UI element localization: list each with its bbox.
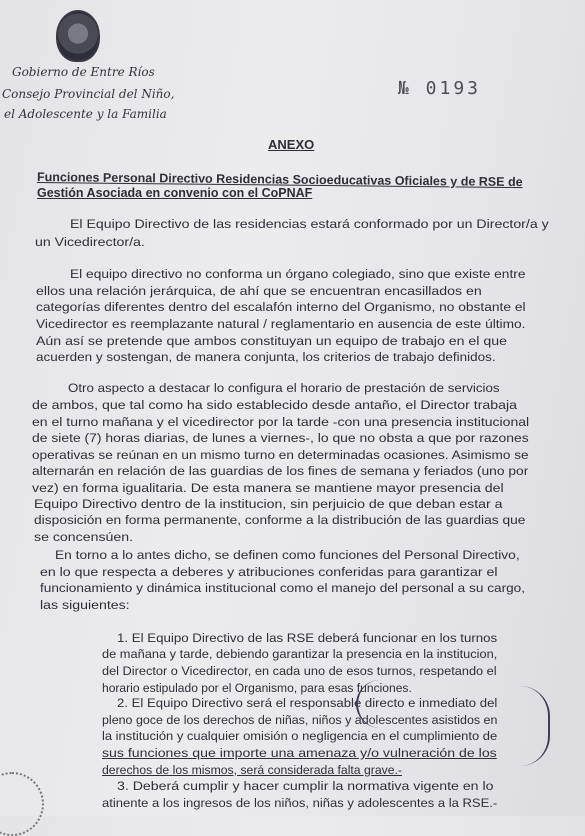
handwritten-bracket <box>520 686 550 766</box>
body-line: derechos de los mismos, será considerada falta grave.- <box>102 763 402 777</box>
body-line: en el turno mañana y el vicedirector por la tarde -con una presencia institucional <box>32 415 530 429</box>
body-line: Aún así se pretende que ambos constituyan un equipo de trabajo en el que <box>36 334 507 348</box>
body-line: del Director o Vicedirector, en cada uno de esos turnos, respetando el <box>102 664 497 678</box>
heading-line-1: Funciones Personal Directivo Residencias Socioeducativas Oficiales y de RSE de <box>36 170 523 190</box>
anexo-title: ANEXO <box>268 137 315 152</box>
body-line: categorías diferentes dentro del escalafón interno del Organismo, no obstante el <box>36 300 526 314</box>
body-line: en lo que respecta a deberes y atribuciones conferidas para garantizar el <box>40 565 498 579</box>
body-line: 1. El Equipo Directivo de las RSE deberá funcionar en los turnos <box>117 631 498 645</box>
body-line: las siguientes: <box>40 598 130 612</box>
body-line: se concensúen. <box>34 530 134 544</box>
body-line: El equipo directivo no conforma un órgano colegiado, sino que existe entre <box>70 267 526 281</box>
gov-line-1: Gobierno de Entre Ríos <box>12 65 155 79</box>
body-line: funcionamiento y dinámica institucional como el manejo del personal a su cargo, <box>40 581 526 595</box>
body-line: vez) en forma igualitaria. De esta manera se mantiene mayor presencia del <box>32 481 504 495</box>
body-line: En torno a lo antes dicho, se definen como funciones del Personal Directivo, <box>55 548 520 562</box>
body-line: Vicedirector es reemplazante natural / reglamentario en ausencia de este último. <box>36 317 526 331</box>
body-line: ellos una relación jerárquica, de ahí que se encuentran encasillados en <box>36 284 482 298</box>
stamp-corner <box>0 772 44 836</box>
body-line: 2. El Equipo Directivo será el responsable directo e inmediato del <box>117 696 498 710</box>
body-line: atinente a los ingresos de los niños, niñas y adolescentes a la RSE.- <box>102 796 498 810</box>
body-line: El Equipo Directivo de las residencias estará conformado por un Director/a y <box>70 217 549 231</box>
body-line: acuerden y sostengan, de manera conjunta, los criterios de trabajo definidos. <box>36 350 496 364</box>
body-line: pleno goce de los derechos de niñas, niños y adolescentes asistidos en <box>102 713 498 727</box>
body-line: horario estipulado por el Organismo, para esas funciones. <box>102 681 412 695</box>
body-line: operativas se reúnan en un mismo turno en determinadas ocasiones. Asimismo se <box>32 448 529 462</box>
province-seal-icon <box>56 10 100 62</box>
gov-line-3: el Adolescente y la Familia <box>4 107 167 121</box>
body-line: 3. Deberá cumplir y hacer cumplir la normativa vigente en lo <box>117 779 494 793</box>
body-line: sus funciones que importe una amenaza y/o vulneración de los <box>102 746 497 760</box>
gov-line-2: Consejo Provincial del Niño, <box>2 87 175 101</box>
body-line: de ambos, que tal como ha sido establecido desde antaño, el Director trabaja <box>32 398 518 412</box>
body-line: la institución y cualquier omisión o negligencia en el cumplimiento de <box>102 729 498 743</box>
body-line: Equipo Directivo dentro de la institucion, sin perjuicio de que deban estar a <box>34 497 503 511</box>
body-line: un Vicedirector/a. <box>35 235 145 249</box>
body-line: disposición en forma permanente, conforme a la distribución de las guardias que <box>34 513 526 527</box>
body-line: de mañana y tarde, debiendo garantizar la presencia en la institucion, <box>102 647 498 661</box>
body-line: alternarán en relación de las guardias de los fines de semana y feriados (uno por <box>32 464 529 478</box>
document-number: № 0193 <box>398 78 482 99</box>
body-line: Otro aspecto a destacar lo configura el horario de prestación de servicios <box>68 381 500 395</box>
body-line: de siete (7) horas diarias, de lunes a viernes-, lo que no obsta a que por razones <box>32 431 529 445</box>
heading-line-2: Gestión Asociada en convenio con el CoPNAF <box>37 186 313 200</box>
